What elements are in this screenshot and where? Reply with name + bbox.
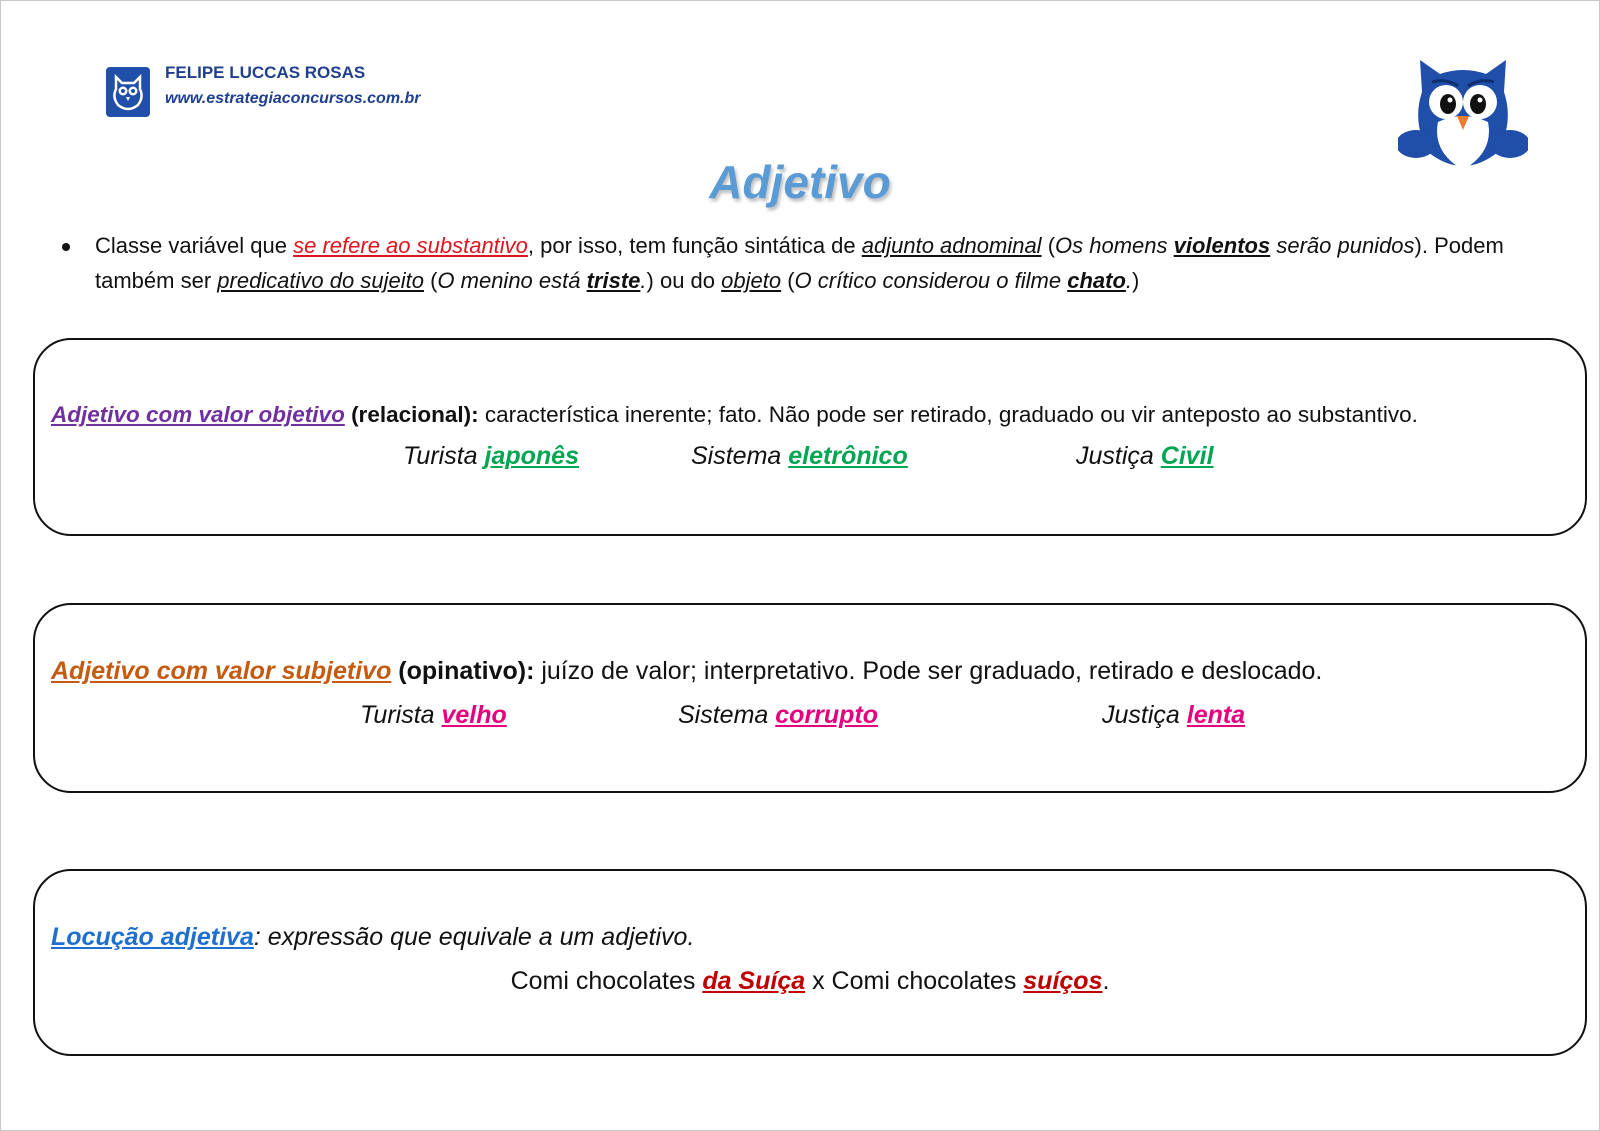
subjective-example <box>678 701 878 730</box>
example-text: O crítico considerou o filme <box>794 268 1068 293</box>
example-noun: Justiça <box>1102 701 1187 729</box>
locution-description: : expressão que equivale a um adjetivo. <box>253 923 695 951</box>
example-adjective: velho <box>441 701 507 729</box>
example-adjective: triste <box>586 268 641 293</box>
example-text: O menino está <box>437 268 587 293</box>
text: ) ou do <box>646 268 722 293</box>
example-noun: Sistema <box>691 442 789 470</box>
text: ). Podem também ser <box>95 233 1504 293</box>
objective-qualifier: (relacional): <box>344 402 479 427</box>
bullet-icon <box>62 243 70 251</box>
example-text: . <box>640 268 647 293</box>
example-text: . <box>1125 268 1133 293</box>
example-locution: da Suíça <box>702 967 806 995</box>
author-name: FELIPE LUCCAS ROSAS <box>165 63 366 82</box>
example-adjective: Civil <box>1160 442 1214 470</box>
example-adjective: violentos <box>1173 233 1271 258</box>
text: ( <box>1041 233 1056 258</box>
objective-example <box>691 442 908 471</box>
adjective-locution-box <box>33 869 1587 1056</box>
objective-adjective-box <box>33 338 1587 536</box>
keyword-object: objeto <box>721 268 782 293</box>
example-noun: Turista <box>360 701 442 729</box>
example-adjective: chato <box>1067 268 1126 293</box>
subjective-adjective-box <box>33 603 1587 793</box>
objective-example <box>403 442 579 471</box>
example-noun: Justiça <box>1076 442 1161 470</box>
subjective-example <box>1102 701 1245 730</box>
page-title: Adjetivo <box>709 156 891 208</box>
objective-term: Adjetivo com valor objetivo <box>51 402 345 427</box>
locution-definition <box>51 923 694 952</box>
subjective-term: Adjetivo com valor subjetivo <box>51 657 392 685</box>
site-url: www.estrategiaconcursos.com.br <box>165 90 421 107</box>
text: Classe variável que <box>95 233 294 258</box>
text: ( <box>781 268 795 293</box>
objective-description: característica inerente; fato. Não pode ser retirado, graduado ou vir anteposto ao substantivo. <box>478 402 1418 427</box>
subjective-description: juízo de valor; interpretativo. Pode ser graduado, retirado e deslocado. <box>534 657 1323 685</box>
example-noun: Sistema <box>678 701 776 729</box>
locution-example <box>35 967 1585 996</box>
example-adjective: eletrônico <box>788 442 908 470</box>
subjective-definition <box>51 657 1322 686</box>
example-text: serão punidos <box>1270 233 1415 258</box>
example-adjective: lenta <box>1186 701 1246 729</box>
keyword-adnominal: adjunto adnominal <box>861 233 1042 258</box>
subjective-qualifier: (opinativo): <box>391 657 535 685</box>
objective-definition <box>51 402 1418 428</box>
text: ( <box>423 268 438 293</box>
subjective-example <box>360 701 507 730</box>
example-adjective: japonês <box>484 442 579 470</box>
example-text: Os homens <box>1055 233 1174 258</box>
example-noun: Turista <box>403 442 485 470</box>
keyword-refers-noun: se refere ao substantivo <box>293 233 528 258</box>
owl-logo-icon <box>106 67 150 117</box>
bullet-paragraph <box>60 228 1580 298</box>
objective-example <box>1076 442 1214 471</box>
example-text: x Comi chocolates <box>805 967 1024 995</box>
text: ) <box>1132 268 1140 293</box>
locution-term: Locução adjetiva <box>51 923 254 951</box>
keyword-predicative: predicativo do sujeito <box>217 268 424 293</box>
text: , por isso, tem função sintática de <box>527 233 862 258</box>
example-text: . <box>1102 967 1110 995</box>
example-adjective: corrupto <box>775 701 879 729</box>
example-adjective: suíços <box>1023 967 1103 995</box>
example-text: Comi chocolates <box>510 967 703 995</box>
